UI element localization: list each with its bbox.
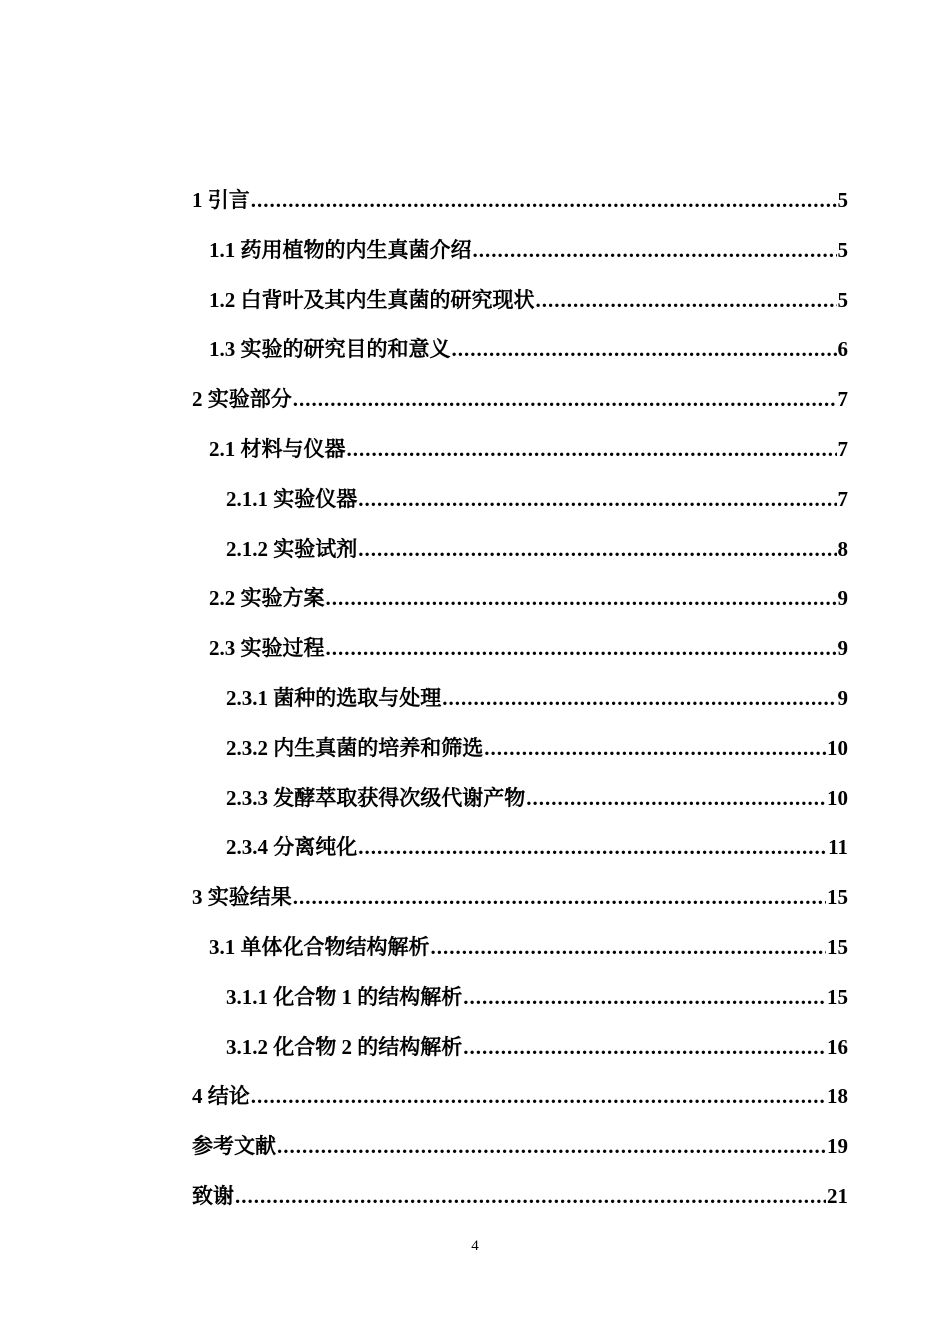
toc-entry-page: 10 xyxy=(827,785,848,810)
toc-entry[interactable] xyxy=(192,475,848,525)
toc-entry[interactable] xyxy=(192,276,848,326)
toc-entry[interactable] xyxy=(192,973,848,1023)
toc-entry-title: 3.1.2 化合物 2 的结构解析 xyxy=(226,1034,463,1059)
toc-entry[interactable] xyxy=(192,574,848,624)
toc-entry[interactable] xyxy=(192,823,848,873)
toc-entry[interactable] xyxy=(192,1172,848,1222)
toc-entry[interactable] xyxy=(192,1023,848,1073)
toc-entry[interactable] xyxy=(192,774,848,824)
toc-entry-page: 5 xyxy=(837,188,848,212)
toc-entry[interactable] xyxy=(192,226,848,276)
toc-entry[interactable] xyxy=(192,425,848,475)
toc-leader-dots xyxy=(442,674,836,724)
toc-entry-page: 21 xyxy=(827,1183,848,1208)
toc-entry-title: 2.3.4 分离纯化 xyxy=(226,835,358,860)
toc-entry-page: 19 xyxy=(827,1134,848,1159)
toc-entry[interactable] xyxy=(192,674,848,724)
toc-entry[interactable] xyxy=(192,525,848,575)
toc-entry-title: 2.3 实验过程 xyxy=(209,636,325,661)
toc-entry-page: 15 xyxy=(827,885,848,910)
toc-entry[interactable] xyxy=(192,873,848,923)
toc-leader-dots xyxy=(358,475,836,525)
toc-leader-dots xyxy=(463,1023,826,1073)
toc-entry-title: 1.3 实验的研究目的和意义 xyxy=(209,337,451,362)
toc-leader-dots xyxy=(463,973,826,1023)
toc-entry-page: 11 xyxy=(828,835,848,860)
toc-entry-page: 15 xyxy=(827,984,848,1009)
toc-entry-page: 5 xyxy=(837,287,848,312)
toc-entry-title: 1.1 药用植物的内生真菌介绍 xyxy=(209,237,472,262)
toc-entry-page: 15 xyxy=(827,934,848,959)
toc-leader-dots xyxy=(235,1172,826,1222)
toc-leader-dots xyxy=(293,873,826,923)
toc-leader-dots xyxy=(358,823,827,873)
toc-entry-title: 3 实验结果 xyxy=(192,885,292,910)
toc-entry-title: 2.3.2 内生真菌的培养和筛选 xyxy=(226,735,484,760)
toc-entry-title: 2.3.1 菌种的选取与处理 xyxy=(226,685,442,710)
toc-entry[interactable] xyxy=(192,325,848,375)
toc-leader-dots xyxy=(277,1122,826,1172)
toc-entry-page: 18 xyxy=(827,1084,848,1109)
toc-entry-title: 4 结论 xyxy=(192,1084,250,1109)
toc-leader-dots xyxy=(358,525,836,575)
toc-entry-title: 参考文献 xyxy=(192,1134,276,1159)
toc-entry-title: 3.1 单体化合物结构解析 xyxy=(209,934,430,959)
toc-entry[interactable] xyxy=(192,724,848,774)
toc-entry-title: 2.2 实验方案 xyxy=(209,586,325,611)
toc-leader-dots xyxy=(484,724,826,774)
toc-entry-page: 5 xyxy=(837,237,848,262)
toc-leader-dots xyxy=(347,425,837,475)
page-number: 4 xyxy=(471,1238,479,1254)
table-of-contents xyxy=(192,176,848,1222)
toc-entry-title: 2.1.1 实验仪器 xyxy=(226,486,358,511)
toc-leader-dots xyxy=(293,375,837,425)
toc-entry[interactable] xyxy=(192,1072,848,1122)
toc-leader-dots xyxy=(526,774,826,824)
toc-entry-page: 9 xyxy=(837,636,848,661)
toc-leader-dots xyxy=(251,176,837,226)
toc-leader-dots xyxy=(473,226,837,276)
toc-entry-title: 1.2 白背叶及其内生真菌的研究现状 xyxy=(209,287,535,312)
toc-entry-page: 7 xyxy=(837,387,848,412)
toc-entry[interactable] xyxy=(192,1122,848,1172)
toc-entry[interactable] xyxy=(192,375,848,425)
toc-entry-page: 7 xyxy=(837,486,848,511)
toc-entry-title: 1 引言 xyxy=(192,188,250,212)
toc-entry-page: 10 xyxy=(827,735,848,760)
toc-leader-dots xyxy=(536,276,837,326)
toc-entry-title: 3.1.1 化合物 1 的结构解析 xyxy=(226,984,463,1009)
toc-leader-dots xyxy=(326,624,837,674)
toc-entry-page: 7 xyxy=(837,436,848,461)
toc-entry-title: 2.1 材料与仪器 xyxy=(209,436,346,461)
toc-entry[interactable] xyxy=(192,923,848,973)
toc-leader-dots xyxy=(452,325,837,375)
toc-entry[interactable] xyxy=(192,176,848,226)
toc-entry-page: 9 xyxy=(837,586,848,611)
toc-entry[interactable] xyxy=(192,624,848,674)
toc-entry-title: 致谢 xyxy=(192,1183,234,1208)
toc-entry-page: 8 xyxy=(837,536,848,561)
toc-leader-dots xyxy=(251,1072,826,1122)
toc-entry-title: 2.1.2 实验试剂 xyxy=(226,536,358,561)
toc-entry-page: 6 xyxy=(837,337,848,362)
toc-entry-page: 9 xyxy=(837,685,848,710)
toc-leader-dots xyxy=(326,574,837,624)
toc-entry-page: 16 xyxy=(827,1034,848,1059)
toc-leader-dots xyxy=(431,923,827,973)
toc-entry-title: 2 实验部分 xyxy=(192,387,292,412)
toc-entry-title: 2.3.3 发酵萃取获得次级代谢产物 xyxy=(226,785,526,810)
